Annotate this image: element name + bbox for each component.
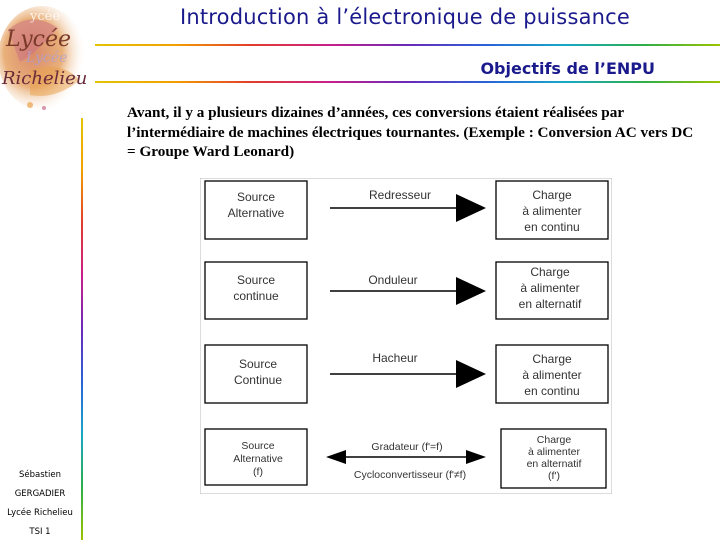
lycee-richelieu-logo: [0, 0, 112, 118]
load-label-line1: Charge: [532, 352, 572, 366]
load-label-line3: en alternatif: [518, 297, 582, 311]
converter-label: Redresseur: [368, 188, 432, 202]
converter-label: Gradateur (f'=f): [371, 441, 443, 453]
svg-text:Lycée: Lycée: [26, 50, 68, 66]
svg-text:Richelieu: Richelieu: [2, 68, 88, 89]
load-label-line1: Charge: [530, 265, 570, 279]
intro-paragraph: Avant, il y a plusieurs dizaines d’années, ces conversions étaient réalisées par l’intermédiaire de machines électriques tournantes. (Exemple : Conversion AC vers DC = Groupe Ward Leonard): [127, 104, 694, 160]
header-rule-bottom: [95, 81, 720, 83]
page-title: Introduction à l’électronique de puissance: [179, 5, 631, 29]
row-onduleur: [205, 262, 608, 319]
arrow-head: [456, 277, 486, 305]
row-hacheur: [205, 345, 608, 403]
author-last-name: GERGADIER: [14, 489, 66, 499]
source-label-line2: Alternative: [227, 206, 285, 220]
load-label-line2: à alimenter: [520, 281, 580, 295]
svg-text:Lycée: Lycée: [6, 27, 72, 52]
load-label-line2: à alimenter: [528, 446, 580, 458]
load-label-line3: en continu: [524, 220, 580, 234]
page-subtitle: Objectifs de l’ENPU: [480, 59, 655, 78]
arrow-head-left: [326, 450, 346, 464]
source-label-line3: (f): [253, 466, 263, 478]
arrow-head: [456, 360, 486, 388]
load-label-line4: (f'): [548, 470, 560, 482]
converter-label-2: Cycloconvertisseur (f'≠f): [353, 469, 467, 481]
load-label-line2: à alimenter: [522, 204, 582, 218]
row-gradateur: [205, 429, 606, 488]
author-class: TSI 1: [29, 527, 51, 537]
converter-label: Hacheur: [372, 351, 418, 365]
conversion-diagram: [200, 178, 612, 494]
arrow-head-right: [466, 450, 486, 464]
source-label-line1: Source: [236, 273, 276, 287]
svg-text:ycée: ycée: [30, 9, 61, 24]
author-school: Lycée Richelieu: [7, 508, 73, 518]
header-rule-top: [95, 44, 720, 46]
load-label-line3: en alternatif: [526, 458, 582, 470]
row-redresseur: [205, 181, 608, 239]
source-label-line2: continue: [233, 289, 279, 303]
source-label-line2: Alternative: [233, 453, 283, 465]
converter-label: Onduleur: [368, 273, 418, 287]
arrow-head: [456, 194, 486, 222]
load-label-line1: Charge: [536, 434, 572, 446]
source-label-line1: Source: [241, 440, 275, 452]
author-block: [0, 466, 80, 542]
source-label-line2: Continue: [233, 373, 283, 387]
author-first-name: Sébastien: [19, 470, 61, 480]
source-label-line1: Source: [238, 357, 278, 371]
sidebar-rule: [81, 118, 83, 540]
load-label-line2: à alimenter: [522, 368, 582, 382]
load-label-line3: en continu: [524, 384, 580, 398]
load-label-line1: Charge: [532, 188, 572, 202]
source-label-line1: Source: [236, 190, 276, 204]
